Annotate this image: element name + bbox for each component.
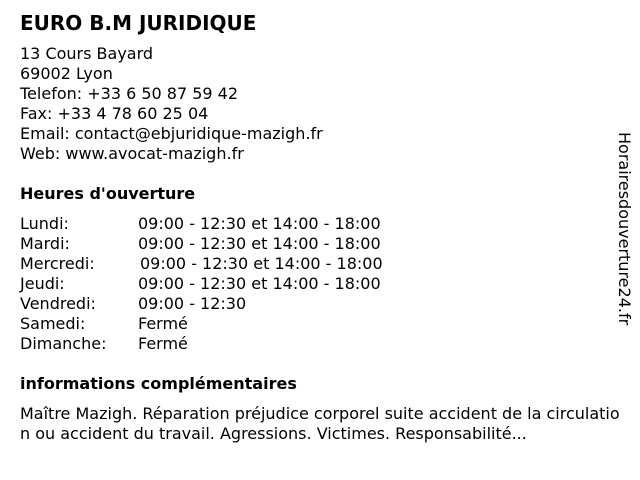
- hours-value: 09:00 - 12:30 et 14:00 - 18:00: [138, 234, 381, 253]
- day-label: Samedi:: [20, 314, 86, 333]
- email-address: Email: contact@ebjuridique-mazigh.fr: [20, 124, 323, 143]
- hours-value: 09:00 - 12:30 et 14:00 - 18:00: [140, 254, 383, 273]
- day-label: Vendredi:: [20, 294, 96, 313]
- opening-hours-heading: Heures d'ouverture: [20, 184, 196, 203]
- fax-number: Fax: +33 4 78 60 25 04: [20, 104, 209, 123]
- website-address: Web: www.avocat-mazigh.fr: [20, 144, 244, 163]
- city-postcode: 69002 Lyon: [20, 64, 113, 83]
- contact-block: [20, 44, 323, 164]
- additional-info-heading: informations complémentaires: [20, 374, 297, 393]
- hours-value: Fermé: [138, 334, 188, 353]
- site-watermark: Horairesdouverture24.fr: [615, 132, 634, 326]
- day-label: Lundi:: [20, 214, 69, 233]
- hours-value: 09:00 - 12:30 et 14:00 - 18:00: [138, 274, 381, 293]
- street-address: 13 Cours Bayard: [20, 44, 154, 63]
- day-label: Mercredi:: [20, 254, 95, 273]
- business-name: EURO B.M JURIDIQUE: [20, 11, 257, 35]
- hours-value: 09:00 - 12:30: [138, 294, 247, 313]
- hours-value: Fermé: [138, 314, 188, 333]
- day-label: Jeudi:: [20, 274, 65, 293]
- day-label: Mardi:: [20, 234, 70, 253]
- additional-info-text: Maître Mazigh. Réparation préjudice corporel suite accident de la circulation ou accident du travail. Agressions. Victimes. Responsabilité...: [20, 404, 620, 443]
- day-label: Dimanche:: [20, 334, 107, 353]
- hours-value: 09:00 - 12:30 et 14:00 - 18:00: [138, 214, 381, 233]
- phone-number: Telefon: +33 6 50 87 59 42: [20, 84, 239, 103]
